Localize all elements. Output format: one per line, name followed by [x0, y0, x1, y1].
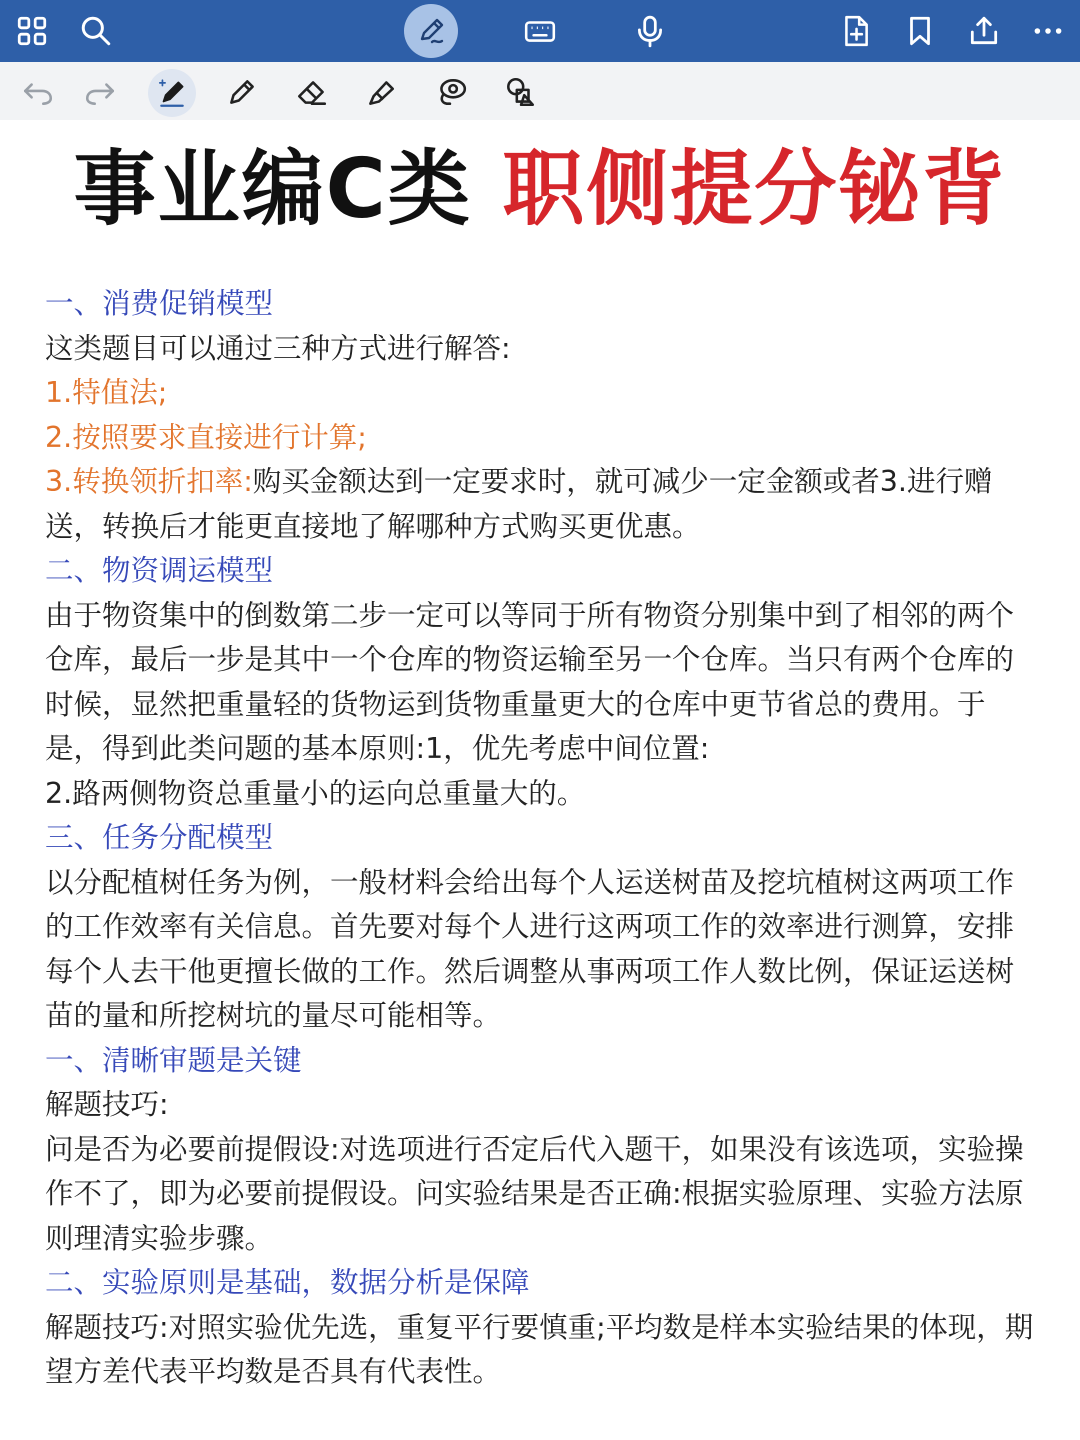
undo-icon[interactable]: [18, 72, 58, 112]
search-icon[interactable]: [73, 8, 119, 54]
paragraph: 解题技巧:对照实验优先选，重复平行要慎重;平均数是样本实验结果的体现，期望方差代表平均数是否具有代表性。: [45, 1310, 1034, 1388]
eraser-icon[interactable]: [292, 72, 332, 112]
top-app-bar: [0, 0, 1080, 62]
list-item: [45, 460, 1037, 549]
list-item: 2.按照要求直接进行计算;: [45, 420, 367, 454]
share-icon[interactable]: [961, 8, 1007, 54]
list-item-text: 购买金额达到一定要求时，就可减少一定金额或者3.进行赠送，转换后才能更直接地了解哪种方式购买更优惠。: [45, 465, 993, 543]
more-icon[interactable]: [1025, 8, 1071, 54]
microphone-icon[interactable]: [627, 8, 673, 54]
paragraph: 由于物资集中的倒数第二步一定可以等同于所有物资分别集中到了相邻的两个仓库，最后一步是其中一个仓库的物资运输至另一个仓库。当只有两个仓库的时候，显然把重量轻的货物运到货物重量更大的仓库中更节省总的费用。于是，得到此类问题的基本原则:1，优先考虑中间位置:: [45, 598, 1015, 765]
note-content: [45, 282, 1037, 1395]
paragraph: 问是否为必要前提假设:对选项进行否定后代入题干，如果没有该选项，实验操作不了，即为必要前提假设。问实验结果是否正确:根据实验原理、实验方法原则理清实验步骤。: [45, 1132, 1024, 1255]
paragraph: 解题技巧:: [45, 1088, 169, 1121]
paragraph: 这类题目可以通过三种方式进行解答:: [45, 331, 511, 365]
keyboard-icon[interactable]: [517, 8, 563, 54]
page-title: [0, 140, 1080, 240]
section-heading: 一、清晰审题是关键: [45, 1043, 302, 1077]
list-item-label: 3.转换领折扣率:: [45, 465, 253, 498]
lasso-icon[interactable]: [431, 72, 471, 112]
drawing-toolbar: [0, 62, 1080, 120]
pen-tool-icon[interactable]: [148, 69, 196, 117]
paragraph: 以分配植树任务为例，一般材料会给出每个人运送树苗及挖坑植树这两项工作的工作效率有关信息。首先要对每个人进行这两项工作的效率进行测算，安排每个人去干他更擅长做的工作。然后调整从事两项工作人数比例，保证运送树苗的量和所挖树坑的量尽可能相等。: [45, 865, 1015, 1032]
bookmark-icon[interactable]: [897, 8, 943, 54]
shapes-icon[interactable]: [500, 72, 540, 112]
list-item: 1.特值法;: [45, 376, 168, 409]
section-heading: 二、实验原则是基础，数据分析是保障: [45, 1266, 530, 1299]
highlighter-icon[interactable]: [361, 72, 401, 112]
add-page-icon[interactable]: [833, 8, 879, 54]
paragraph: 2.路两侧物资总重量小的运向总重量大的。: [45, 776, 586, 810]
section-heading: 一、消费促销模型: [45, 287, 274, 320]
section-heading: 二、物资调运模型: [45, 554, 274, 587]
title-part-black: 事业编C类: [73, 142, 472, 237]
grid-icon[interactable]: [9, 8, 55, 54]
section-heading: 三、任务分配模型: [45, 821, 274, 854]
redo-icon[interactable]: [80, 72, 120, 112]
title-part-red: 职侧提分铋背: [502, 142, 1007, 237]
pen-mode-icon[interactable]: [404, 4, 458, 58]
pencil-icon[interactable]: [222, 72, 262, 112]
